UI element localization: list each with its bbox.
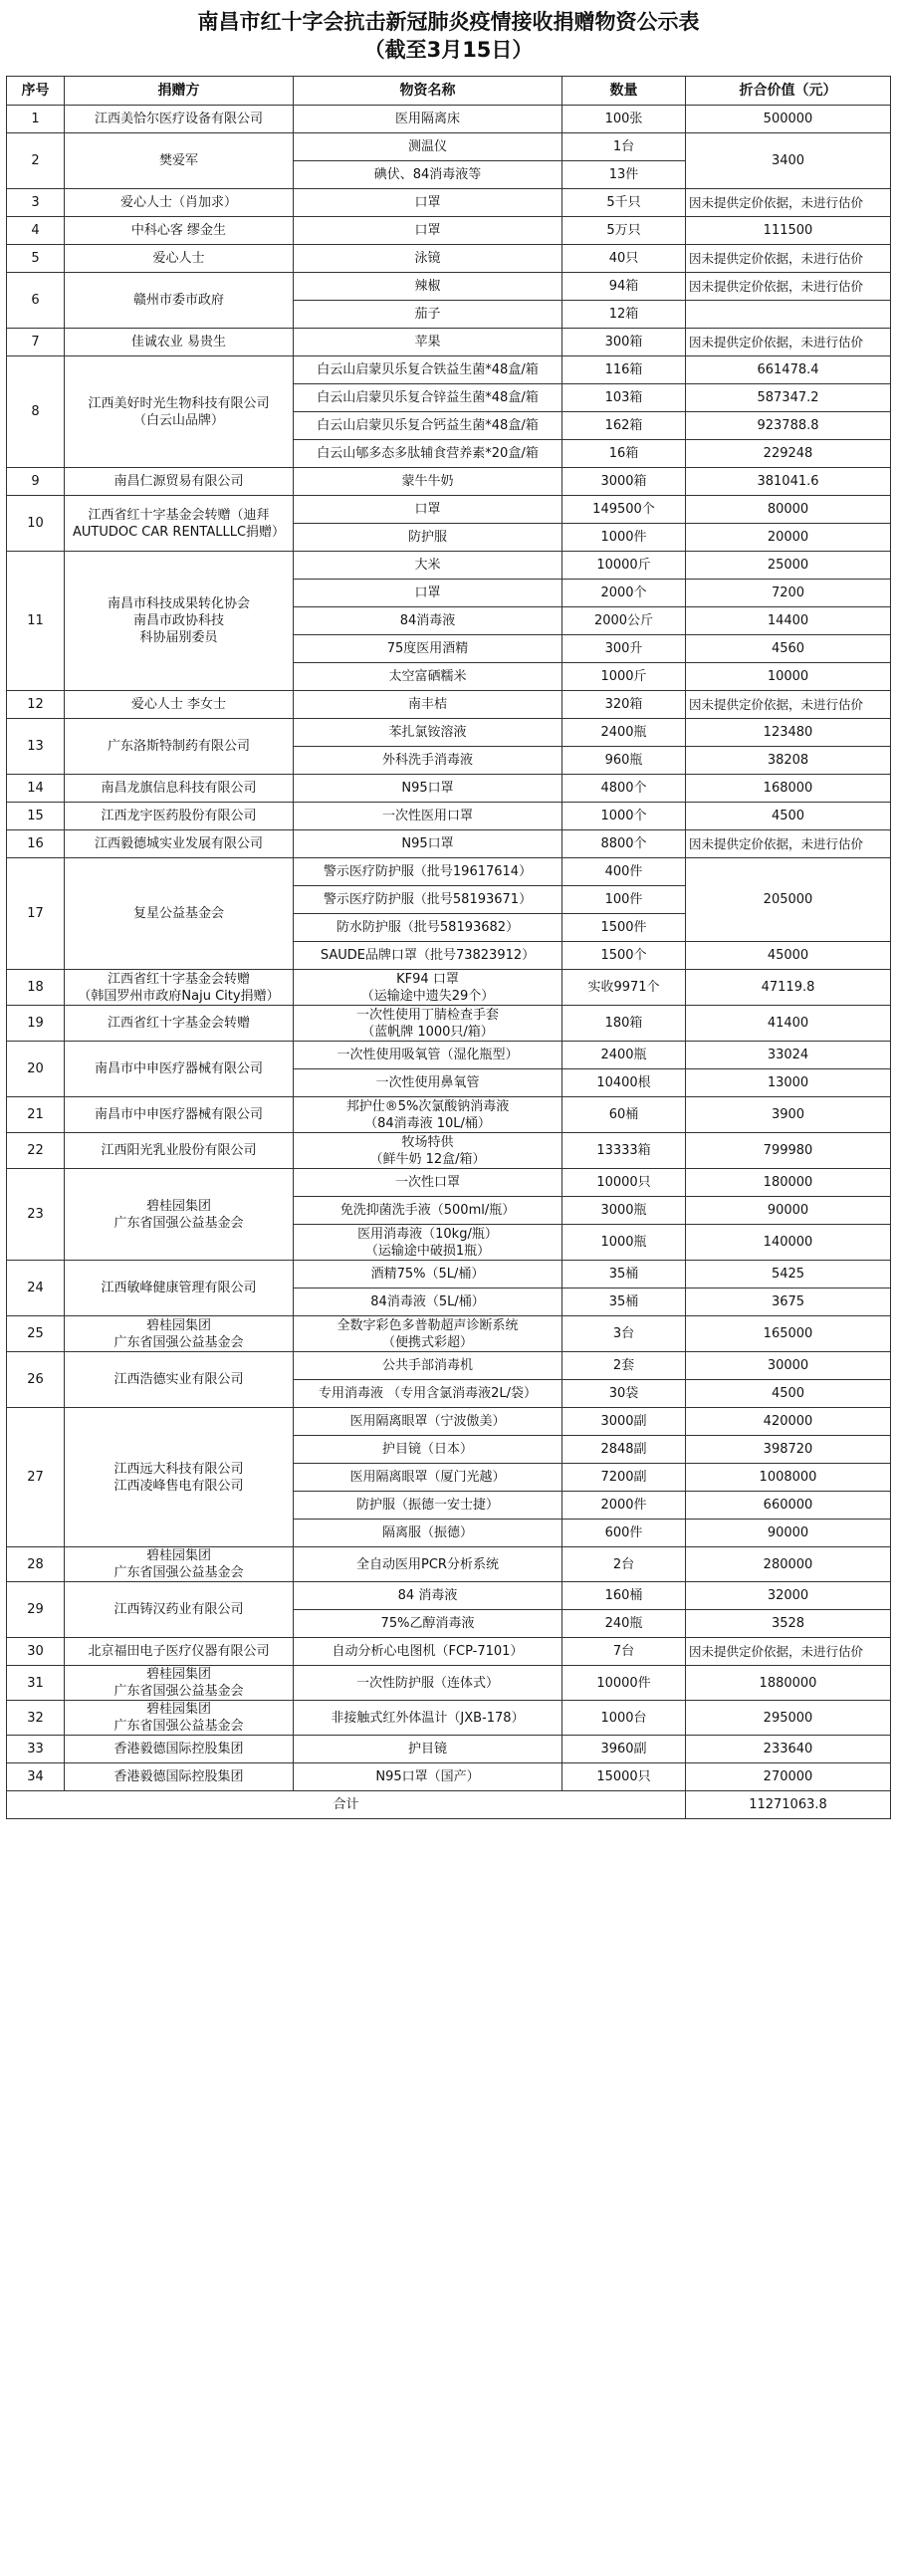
row-number: 1 xyxy=(7,106,65,133)
value-cell: 因未提供定价依据，未进行估价 xyxy=(686,830,891,858)
value-cell: 80000 xyxy=(686,496,891,524)
qty-cell: 7200副 xyxy=(562,1464,686,1492)
value-cell: 140000 xyxy=(686,1225,891,1261)
qty-cell: 400件 xyxy=(562,858,686,886)
donor-cell: 碧桂园集团 广东省国强公益基金会 xyxy=(65,1547,294,1582)
qty-cell: 240瓶 xyxy=(562,1610,686,1638)
qty-cell: 10000只 xyxy=(562,1169,686,1197)
donor-cell: 江西浩德实业有限公司 xyxy=(65,1352,294,1408)
item-cell: 非接触式红外体温计（JXB-178） xyxy=(294,1701,562,1736)
table-row xyxy=(7,356,891,384)
table-row xyxy=(7,133,891,161)
item-cell: 84消毒液 xyxy=(294,607,562,635)
item-cell: 茄子 xyxy=(294,301,562,329)
item-cell: 免洗抑菌洗手液（500ml/瓶） xyxy=(294,1197,562,1225)
item-cell: 泳镜 xyxy=(294,245,562,273)
item-cell: 苹果 xyxy=(294,329,562,356)
item-cell: 警示医疗防护服（批号19617614） xyxy=(294,858,562,886)
row-number: 15 xyxy=(7,803,65,830)
item-cell: 防护服 xyxy=(294,524,562,552)
qty-cell: 1000个 xyxy=(562,803,686,830)
donor-cell: 江西省红十字基金会转赠 xyxy=(65,1006,294,1042)
table-row xyxy=(7,719,891,747)
header-row xyxy=(7,77,891,106)
qty-cell: 2848副 xyxy=(562,1436,686,1464)
item-cell: 辣椒 xyxy=(294,273,562,301)
qty-cell: 实收9971个 xyxy=(562,970,686,1006)
item-cell: 防护服（振德一安士捷） xyxy=(294,1492,562,1520)
row-number: 26 xyxy=(7,1352,65,1408)
qty-cell: 1500件 xyxy=(562,914,686,942)
page-title: 南昌市红十字会抗击新冠肺炎疫情接收捐赠物资公示表 xyxy=(197,10,700,34)
value-cell: 因未提供定价依据，未进行估价 xyxy=(686,273,891,301)
qty-cell: 13333箱 xyxy=(562,1133,686,1169)
qty-cell: 1台 xyxy=(562,133,686,161)
value-cell: 4560 xyxy=(686,635,891,663)
value-cell: 1008000 xyxy=(686,1464,891,1492)
qty-cell: 1000件 xyxy=(562,524,686,552)
item-cell: 一次性医用口罩 xyxy=(294,803,562,830)
qty-cell: 320箱 xyxy=(562,691,686,719)
value-cell: 47119.8 xyxy=(686,970,891,1006)
item-cell: 一次性使用鼻氧管 xyxy=(294,1069,562,1097)
qty-cell: 2400瓶 xyxy=(562,719,686,747)
table-row xyxy=(7,803,891,830)
qty-cell: 94箱 xyxy=(562,273,686,301)
item-cell: 护目镜（日本） xyxy=(294,1436,562,1464)
qty-cell: 3台 xyxy=(562,1316,686,1352)
row-number: 27 xyxy=(7,1408,65,1547)
value-cell: 因未提供定价依据，未进行估价 xyxy=(686,1638,891,1666)
item-cell: 牧场特供 （鲜牛奶 12盒/箱） xyxy=(294,1133,562,1169)
qty-cell: 1000瓶 xyxy=(562,1225,686,1261)
donor-cell: 南昌仁源贸易有限公司 xyxy=(65,468,294,496)
table-row xyxy=(7,552,891,580)
value-cell: 500000 xyxy=(686,106,891,133)
row-number: 9 xyxy=(7,468,65,496)
row-number: 6 xyxy=(7,273,65,329)
item-cell: 口罩 xyxy=(294,580,562,607)
row-number: 30 xyxy=(7,1638,65,1666)
row-number: 33 xyxy=(7,1736,65,1763)
donor-cell: 江西美好时光生物科技有限公司 （白云山品牌） xyxy=(65,356,294,468)
donor-cell: 江西美恰尔医疗设备有限公司 xyxy=(65,106,294,133)
value-cell: 14400 xyxy=(686,607,891,635)
value-cell: 205000 xyxy=(686,858,891,942)
item-cell: 白云山启蒙贝乐复合钙益生菌*48盒/箱 xyxy=(294,412,562,440)
qty-cell: 3960副 xyxy=(562,1736,686,1763)
page-subtitle: （截至3月15日） xyxy=(363,38,534,62)
row-number: 12 xyxy=(7,691,65,719)
qty-cell: 2000件 xyxy=(562,1492,686,1520)
item-cell: 蒙牛牛奶 xyxy=(294,468,562,496)
table-row xyxy=(7,1352,891,1380)
item-cell: N95口罩 xyxy=(294,830,562,858)
value-cell: 因未提供定价依据，未进行估价 xyxy=(686,329,891,356)
donor-cell: 香港毅德国际控股集团 xyxy=(65,1736,294,1763)
donor-cell: 碧桂园集团 广东省国强公益基金会 xyxy=(65,1169,294,1261)
item-cell: 一次性使用吸氧管（湿化瓶型） xyxy=(294,1042,562,1069)
total-value: 11271063.8 xyxy=(686,1791,891,1819)
value-cell: 799980 xyxy=(686,1133,891,1169)
value-cell: 3528 xyxy=(686,1610,891,1638)
donor-cell: 江西铸汉药业有限公司 xyxy=(65,1582,294,1638)
qty-cell: 35桶 xyxy=(562,1261,686,1288)
header-qty: 数量 xyxy=(562,77,686,106)
table-row xyxy=(7,1006,891,1042)
row-number: 3 xyxy=(7,189,65,217)
value-cell: 10000 xyxy=(686,663,891,691)
value-cell: 13000 xyxy=(686,1069,891,1097)
qty-cell: 60桶 xyxy=(562,1097,686,1133)
item-cell: 白云山启蒙贝乐复合铁益生菌*48盒/箱 xyxy=(294,356,562,384)
qty-cell: 300升 xyxy=(562,635,686,663)
header-no: 序号 xyxy=(7,77,65,106)
donor-cell: 南昌市科技成果转化协会 南昌市政协科技 科协届别委员 xyxy=(65,552,294,691)
qty-cell: 5千只 xyxy=(562,189,686,217)
table-body xyxy=(7,106,891,1819)
qty-cell: 10000件 xyxy=(562,1666,686,1701)
qty-cell: 2000个 xyxy=(562,580,686,607)
row-number: 19 xyxy=(7,1006,65,1042)
table-row xyxy=(7,1408,891,1436)
donor-cell: 江西毅德城实业发展有限公司 xyxy=(65,830,294,858)
qty-cell: 5万只 xyxy=(562,217,686,245)
qty-cell: 4800个 xyxy=(562,775,686,803)
donor-cell: 江西远大科技有限公司 江西凌峰售电有限公司 xyxy=(65,1408,294,1547)
row-number: 21 xyxy=(7,1097,65,1133)
qty-cell: 960瓶 xyxy=(562,747,686,775)
value-cell: 38208 xyxy=(686,747,891,775)
item-cell: 医用隔离床 xyxy=(294,106,562,133)
value-cell: 280000 xyxy=(686,1547,891,1582)
value-cell: 7200 xyxy=(686,580,891,607)
item-cell: 专用消毒液 （专用含氯消毒液2L/袋） xyxy=(294,1380,562,1408)
row-number: 14 xyxy=(7,775,65,803)
donor-cell: 江西阳光乳业股份有限公司 xyxy=(65,1133,294,1169)
qty-cell: 180箱 xyxy=(562,1006,686,1042)
row-number: 4 xyxy=(7,217,65,245)
value-cell: 123480 xyxy=(686,719,891,747)
table-row xyxy=(7,1582,891,1610)
value-cell: 因未提供定价依据，未进行估价 xyxy=(686,691,891,719)
qty-cell: 300箱 xyxy=(562,329,686,356)
row-number: 20 xyxy=(7,1042,65,1097)
qty-cell: 2400瓶 xyxy=(562,1042,686,1069)
header-donor: 捐赠方 xyxy=(65,77,294,106)
value-cell: 33024 xyxy=(686,1042,891,1069)
qty-cell: 40只 xyxy=(562,245,686,273)
qty-cell: 10000斤 xyxy=(562,552,686,580)
donor-cell: 赣州市委市政府 xyxy=(65,273,294,329)
value-cell: 4500 xyxy=(686,803,891,830)
item-cell: 一次性防护服（连体式） xyxy=(294,1666,562,1701)
donor-cell: 江西省红十字基金会转赠 （韩国罗州市政府Naju City捐赠） xyxy=(65,970,294,1006)
value-cell: 因未提供定价依据，未进行估价 xyxy=(686,189,891,217)
header-item: 物资名称 xyxy=(294,77,562,106)
value-cell: 229248 xyxy=(686,440,891,468)
donor-cell: 南昌市中申医疗器械有限公司 xyxy=(65,1097,294,1133)
donor-cell: 碧桂园集团 广东省国强公益基金会 xyxy=(65,1316,294,1352)
qty-cell: 12箱 xyxy=(562,301,686,329)
item-cell: 一次性使用丁腈检查手套 （蓝帆牌 1000只/箱） xyxy=(294,1006,562,1042)
item-cell: 一次性口罩 xyxy=(294,1169,562,1197)
item-cell: 公共手部消毒机 xyxy=(294,1352,562,1380)
item-cell: 邦护仕®5%次氯酸钠消毒液 （84消毒液 10L/桶） xyxy=(294,1097,562,1133)
item-cell: 医用隔离眼罩（宁波傲美） xyxy=(294,1408,562,1436)
donor-cell: 广东洛斯特制药有限公司 xyxy=(65,719,294,775)
table-row xyxy=(7,970,891,1006)
row-number: 16 xyxy=(7,830,65,858)
donor-cell: 南昌市中申医疗器械有限公司 xyxy=(65,1042,294,1097)
value-cell: 180000 xyxy=(686,1169,891,1197)
donor-cell: 江西省红十字基金会转赠（迪拜 AUTUDOC CAR RENTALLLC捐赠） xyxy=(65,496,294,552)
item-cell: 白云山郇多态多肽辅食营养素*20盒/箱 xyxy=(294,440,562,468)
qty-cell: 15000只 xyxy=(562,1763,686,1791)
row-number: 13 xyxy=(7,719,65,775)
value-cell: 381041.6 xyxy=(686,468,891,496)
table-row xyxy=(7,1097,891,1133)
row-number: 7 xyxy=(7,329,65,356)
row-number: 34 xyxy=(7,1763,65,1791)
table-row xyxy=(7,329,891,356)
value-cell: 660000 xyxy=(686,1492,891,1520)
donation-table xyxy=(6,76,891,1819)
value-cell: 111500 xyxy=(686,217,891,245)
item-cell: 外科洗手消毒液 xyxy=(294,747,562,775)
item-cell: SAUDE品牌口罩（批号73823912） xyxy=(294,942,562,970)
donor-cell: 爱心人士（肖加求） xyxy=(65,189,294,217)
value-cell: 3675 xyxy=(686,1288,891,1316)
donor-cell: 北京福田电子医疗仪器有限公司 xyxy=(65,1638,294,1666)
qty-cell: 8800个 xyxy=(562,830,686,858)
table-row xyxy=(7,1701,891,1736)
qty-cell: 30袋 xyxy=(562,1380,686,1408)
table-row xyxy=(7,1169,891,1197)
item-cell: 口罩 xyxy=(294,189,562,217)
table-row xyxy=(7,775,891,803)
value-cell: 165000 xyxy=(686,1316,891,1352)
value-cell: 4500 xyxy=(686,1380,891,1408)
value-cell: 25000 xyxy=(686,552,891,580)
row-number: 8 xyxy=(7,356,65,468)
item-cell: 75%乙醇消毒液 xyxy=(294,1610,562,1638)
item-cell: 自动分析心电图机（FCP-7101） xyxy=(294,1638,562,1666)
row-number: 22 xyxy=(7,1133,65,1169)
table-row xyxy=(7,273,891,301)
value-cell xyxy=(686,301,891,329)
item-cell: 口罩 xyxy=(294,496,562,524)
item-cell: 75度医用酒精 xyxy=(294,635,562,663)
value-cell: 398720 xyxy=(686,1436,891,1464)
qty-cell: 116箱 xyxy=(562,356,686,384)
value-cell: 因未提供定价依据，未进行估价 xyxy=(686,245,891,273)
qty-cell: 100张 xyxy=(562,106,686,133)
row-number: 31 xyxy=(7,1666,65,1701)
value-cell: 295000 xyxy=(686,1701,891,1736)
item-cell: 84 消毒液 xyxy=(294,1582,562,1610)
qty-cell: 1000斤 xyxy=(562,663,686,691)
qty-cell: 2000公斤 xyxy=(562,607,686,635)
row-number: 25 xyxy=(7,1316,65,1352)
table-row xyxy=(7,1042,891,1069)
item-cell: 南丰桔 xyxy=(294,691,562,719)
value-cell: 45000 xyxy=(686,942,891,970)
row-number: 23 xyxy=(7,1169,65,1261)
qty-cell: 13件 xyxy=(562,161,686,189)
item-cell: 测温仪 xyxy=(294,133,562,161)
total-row xyxy=(7,1791,891,1819)
table-row xyxy=(7,1763,891,1791)
row-number: 18 xyxy=(7,970,65,1006)
value-cell: 270000 xyxy=(686,1763,891,1791)
donor-cell: 爱心人士 李女士 xyxy=(65,691,294,719)
table-row xyxy=(7,691,891,719)
donor-cell: 佳诚农业 易贵生 xyxy=(65,329,294,356)
qty-cell: 103箱 xyxy=(562,384,686,412)
item-cell: 医用隔离眼罩（厦门光越） xyxy=(294,1464,562,1492)
table-row xyxy=(7,1261,891,1288)
value-cell: 90000 xyxy=(686,1520,891,1547)
value-cell: 30000 xyxy=(686,1352,891,1380)
donor-cell: 复星公益基金会 xyxy=(65,858,294,970)
qty-cell: 7台 xyxy=(562,1638,686,1666)
item-cell: 全自动医用PCR分析系统 xyxy=(294,1547,562,1582)
item-cell: 苯扎氯铵溶液 xyxy=(294,719,562,747)
qty-cell: 3000瓶 xyxy=(562,1197,686,1225)
donor-cell: 江西龙宇医药股份有限公司 xyxy=(65,803,294,830)
value-cell: 3400 xyxy=(686,133,891,189)
item-cell: 护目镜 xyxy=(294,1736,562,1763)
table-row xyxy=(7,1133,891,1169)
table-row xyxy=(7,1736,891,1763)
value-cell: 923788.8 xyxy=(686,412,891,440)
item-cell: 隔离服（振德） xyxy=(294,1520,562,1547)
row-number: 24 xyxy=(7,1261,65,1316)
donor-cell: 爱心人士 xyxy=(65,245,294,273)
table-row xyxy=(7,1547,891,1582)
table-row xyxy=(7,106,891,133)
row-number: 29 xyxy=(7,1582,65,1638)
value-cell: 5425 xyxy=(686,1261,891,1288)
qty-cell: 35桶 xyxy=(562,1288,686,1316)
donor-cell: 樊爱军 xyxy=(65,133,294,189)
item-cell: 太空富硒糯米 xyxy=(294,663,562,691)
table-row xyxy=(7,496,891,524)
donor-cell: 碧桂园集团 广东省国强公益基金会 xyxy=(65,1701,294,1736)
donor-cell: 南昌龙旗信息科技有限公司 xyxy=(65,775,294,803)
row-number: 10 xyxy=(7,496,65,552)
value-cell: 1880000 xyxy=(686,1666,891,1701)
item-cell: N95口罩（国产） xyxy=(294,1763,562,1791)
row-number: 28 xyxy=(7,1547,65,1582)
value-cell: 20000 xyxy=(686,524,891,552)
item-cell: 大米 xyxy=(294,552,562,580)
value-cell: 661478.4 xyxy=(686,356,891,384)
qty-cell: 600件 xyxy=(562,1520,686,1547)
row-number: 32 xyxy=(7,1701,65,1736)
table-row xyxy=(7,1666,891,1701)
qty-cell: 1500个 xyxy=(562,942,686,970)
qty-cell: 3000箱 xyxy=(562,468,686,496)
value-cell: 168000 xyxy=(686,775,891,803)
qty-cell: 2台 xyxy=(562,1547,686,1582)
row-number: 5 xyxy=(7,245,65,273)
table-row xyxy=(7,189,891,217)
item-cell: 医用消毒液（10kg/瓶） （运输途中破损1瓶） xyxy=(294,1225,562,1261)
row-number: 11 xyxy=(7,552,65,691)
row-number: 17 xyxy=(7,858,65,970)
table-row xyxy=(7,245,891,273)
table-row xyxy=(7,858,891,886)
qty-cell: 1000台 xyxy=(562,1701,686,1736)
donor-cell: 中科心客 缪金生 xyxy=(65,217,294,245)
qty-cell: 16箱 xyxy=(562,440,686,468)
qty-cell: 2套 xyxy=(562,1352,686,1380)
item-cell: 84消毒液（5L/桶） xyxy=(294,1288,562,1316)
qty-cell: 149500个 xyxy=(562,496,686,524)
table-row xyxy=(7,830,891,858)
table-row xyxy=(7,468,891,496)
qty-cell: 160桶 xyxy=(562,1582,686,1610)
value-cell: 90000 xyxy=(686,1197,891,1225)
value-cell: 420000 xyxy=(686,1408,891,1436)
value-cell: 233640 xyxy=(686,1736,891,1763)
header-value: 折合价值（元） xyxy=(686,77,891,106)
item-cell: 白云山启蒙贝乐复合锌益生菌*48盒/箱 xyxy=(294,384,562,412)
item-cell: 警示医疗防护服（批号58193671） xyxy=(294,886,562,914)
item-cell: 酒精75%（5L/桶） xyxy=(294,1261,562,1288)
donor-cell: 碧桂园集团 广东省国强公益基金会 xyxy=(65,1666,294,1701)
item-cell: 口罩 xyxy=(294,217,562,245)
item-cell: 全数字彩色多普勒超声诊断系统 （便携式彩超） xyxy=(294,1316,562,1352)
donor-cell: 江西敏峰健康管理有限公司 xyxy=(65,1261,294,1316)
item-cell: 碘伏、84消毒液等 xyxy=(294,161,562,189)
table-row xyxy=(7,1638,891,1666)
qty-cell: 162箱 xyxy=(562,412,686,440)
value-cell: 587347.2 xyxy=(686,384,891,412)
value-cell: 32000 xyxy=(686,1582,891,1610)
table-row xyxy=(7,1316,891,1352)
item-cell: KF94 口罩 （运输途中遗失29个） xyxy=(294,970,562,1006)
item-cell: 防水防护服（批号58193682） xyxy=(294,914,562,942)
qty-cell: 3000副 xyxy=(562,1408,686,1436)
qty-cell: 100件 xyxy=(562,886,686,914)
qty-cell: 10400根 xyxy=(562,1069,686,1097)
value-cell: 41400 xyxy=(686,1006,891,1042)
item-cell: N95口罩 xyxy=(294,775,562,803)
donor-cell: 香港毅德国际控股集团 xyxy=(65,1763,294,1791)
table-row xyxy=(7,217,891,245)
total-label: 合计 xyxy=(7,1791,686,1819)
row-number: 2 xyxy=(7,133,65,189)
value-cell: 3900 xyxy=(686,1097,891,1133)
